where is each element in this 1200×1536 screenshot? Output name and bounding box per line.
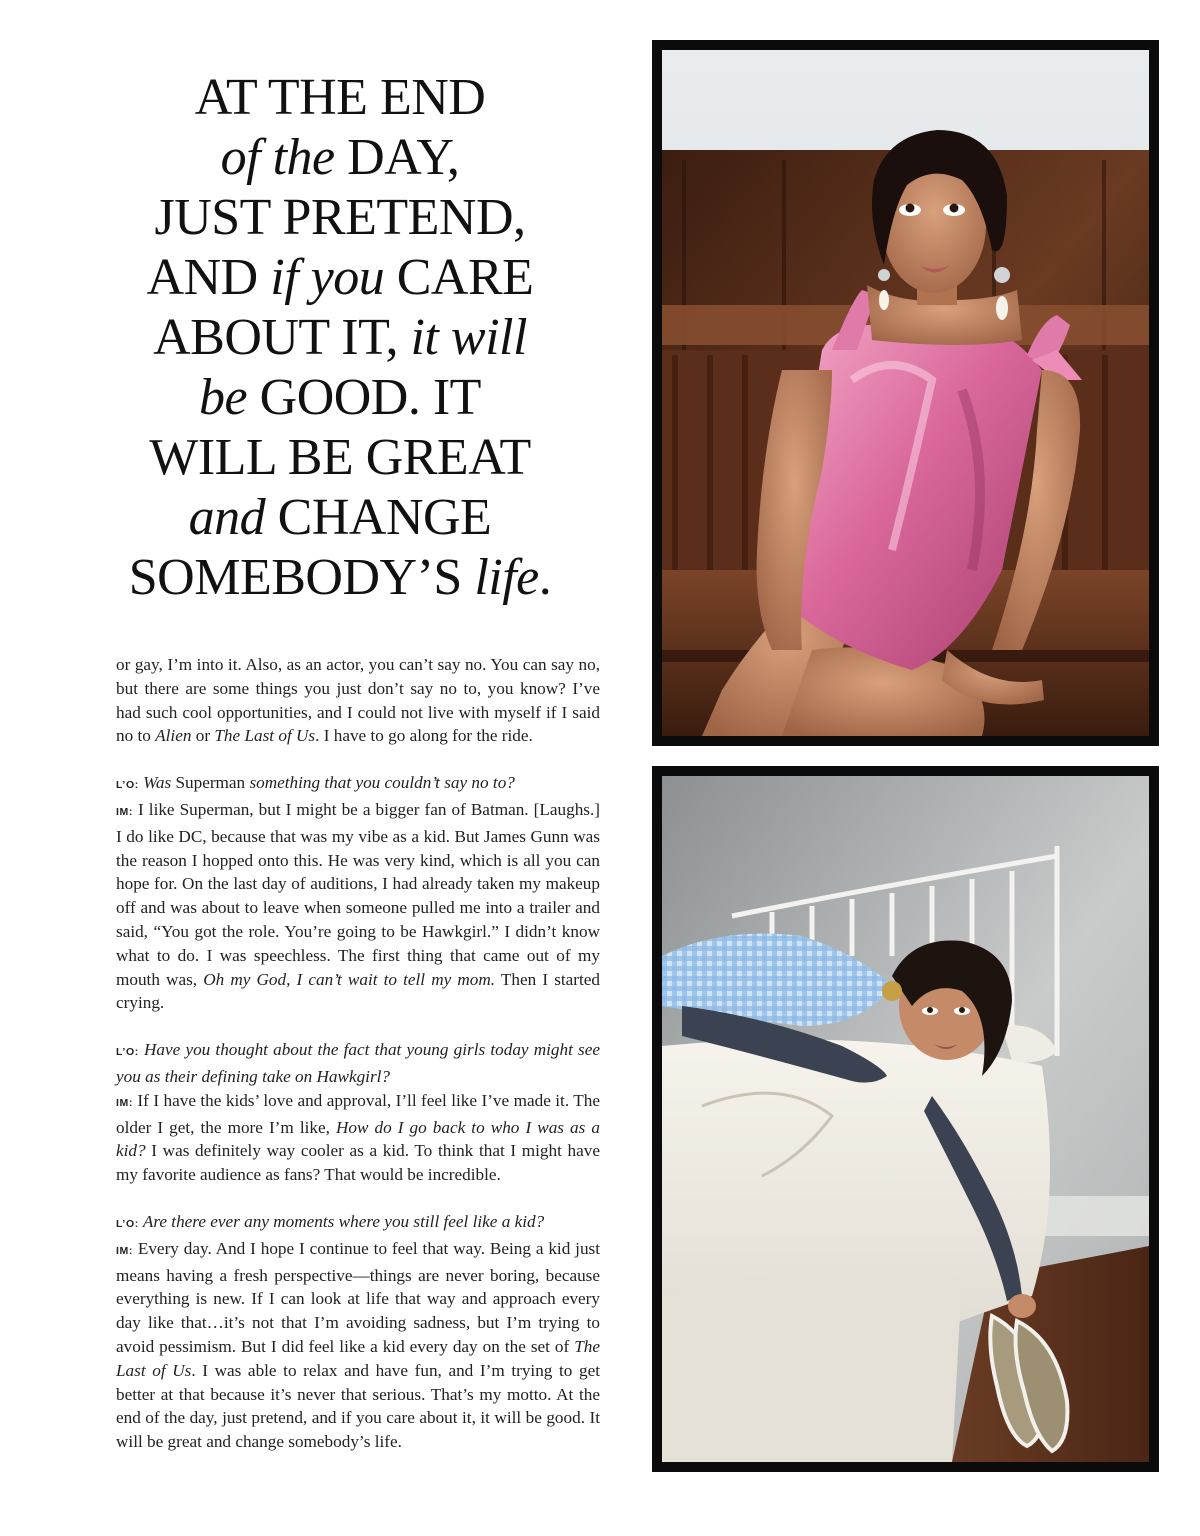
photo-pink-dress-image bbox=[662, 50, 1149, 736]
answer bbox=[116, 798, 600, 1015]
pull-quote-roman: CARE bbox=[384, 249, 534, 306]
pull-quote-roman: ABOUT IT, bbox=[153, 309, 411, 366]
text-run: If I have the kids’ love and approval, I’ll feel like I’ve made it. The older I get, the more I’m like, bbox=[116, 1090, 600, 1137]
photo-on-bed bbox=[652, 766, 1159, 1472]
text-run: Have you thought about the fact that young girls today might see you as their defining take on Hawkgirl? bbox=[116, 1040, 600, 1086]
pull-quote-line bbox=[100, 428, 580, 488]
question bbox=[116, 1210, 600, 1237]
answer bbox=[116, 1237, 600, 1454]
pull-quote-line bbox=[100, 188, 580, 248]
italic-text: The Last of Us bbox=[214, 726, 316, 746]
answer-text bbox=[116, 1239, 600, 1451]
italic-text: Oh my God, I can’t wait to tell my mom. bbox=[203, 969, 496, 989]
text-run: . I was able to relax and have fun, and I’m trying to get better at that because it’s never that serious. That’s my motto. At the end of the day, just pretend, and if you care about it, it will be good. It will be great and change somebody’s life. bbox=[116, 1360, 600, 1452]
question-tag: L’O: bbox=[116, 779, 139, 792]
pull-quote-line bbox=[100, 248, 580, 308]
pull-quote-line bbox=[100, 68, 580, 128]
answer-text bbox=[116, 800, 600, 1012]
pull-quote-italic: and bbox=[188, 489, 266, 546]
pull-quote-roman: CHANGE bbox=[265, 489, 492, 546]
pull-quote-italic: life bbox=[474, 549, 539, 606]
question-text bbox=[139, 1212, 544, 1231]
text-run: I like Superman, but I might be a bigger fan of Batman. [Laughs.] I do like DC, because that was my vibe as a kid. But James Gunn was the reason I hopped onto this. He was very kind, which is all you can hope for. On the last day of auditions, I had already taken my makeup off and was about to leave when someone pulled me into a trailer and said, “You got the role. You’re going to be Hawkgirl.” I didn’t know what to do. I was speechless. The first thing that came out of my mouth was, bbox=[116, 799, 600, 989]
answer-text bbox=[116, 1091, 600, 1184]
answer-tag: IM: bbox=[116, 805, 133, 818]
pull-quote-roman: . bbox=[538, 549, 552, 606]
text-run: I was definitely way cooler as a kid. To think that I might have my favorite audience as fans? That would be incredible. bbox=[116, 1141, 600, 1185]
pull-quote-line bbox=[100, 548, 580, 608]
pull-quote-italic: it will bbox=[410, 309, 527, 366]
pull-quote-italic: of the bbox=[220, 129, 335, 186]
pull-quote-italic: if you bbox=[270, 249, 385, 306]
qa-block bbox=[116, 1210, 600, 1454]
text-run: Every day. And I hope I continue to feel that way. Being a kid just means having a fresh perspective—things are never boring, because everything is new. If I can look at life that way and approach every day like that…it’s not that I’m avoiding sadness, but I’m trying to avoid pessimism. But I did feel like a kid every day on the set of bbox=[116, 1238, 600, 1356]
text-run: something that you couldn’t say no to? bbox=[245, 773, 515, 793]
question bbox=[116, 1038, 600, 1089]
pull-quote-roman: GOOD. IT bbox=[247, 369, 481, 426]
pull-quote-roman: AND bbox=[146, 249, 271, 306]
italic-text: The Last of Us bbox=[116, 1336, 600, 1380]
answer bbox=[116, 1089, 600, 1187]
pull-quote bbox=[100, 68, 580, 608]
question-text bbox=[139, 773, 515, 792]
answer-tag: IM: bbox=[116, 1096, 133, 1109]
text-run: . I have to go along for the ride. bbox=[315, 726, 533, 746]
answer-tag: IM: bbox=[116, 1244, 133, 1257]
text-run: Then I started crying. bbox=[116, 969, 601, 1013]
photo-on-bed-image bbox=[662, 776, 1149, 1462]
intro-paragraph bbox=[116, 653, 600, 748]
question-tag: L’O: bbox=[116, 1217, 139, 1230]
pull-quote-line bbox=[100, 488, 580, 548]
pull-quote-line bbox=[100, 308, 580, 368]
question bbox=[116, 771, 600, 798]
pull-quote-line bbox=[100, 368, 580, 428]
text-run: Are there ever any moments where you still feel like a kid? bbox=[138, 1211, 545, 1231]
text-run: or bbox=[191, 726, 215, 746]
article-body bbox=[116, 653, 600, 1454]
pull-quote-roman: JUST PRETEND, bbox=[154, 189, 526, 246]
pull-quote-roman: SOMEBODY’S bbox=[128, 549, 475, 606]
question-text bbox=[116, 1040, 600, 1086]
qa-block bbox=[116, 771, 600, 1015]
pull-quote-roman: DAY, bbox=[334, 129, 460, 186]
photo-pink-dress bbox=[652, 40, 1159, 746]
pull-quote-italic: be bbox=[199, 369, 248, 426]
text-run: Was bbox=[138, 773, 176, 793]
italic-text: How do I go back to who I was as a kid? bbox=[116, 1117, 600, 1161]
roman-text: Superman bbox=[175, 773, 246, 793]
italic-text: Alien bbox=[155, 726, 192, 746]
pull-quote-line bbox=[100, 128, 580, 188]
pull-quote-roman: AT THE END bbox=[194, 69, 486, 126]
text-run: or gay, I’m into it. Also, as an actor, you can’t say no. You can say no, but there are some things you just don’t say no to, you know? I’ve had such cool opportunities, and I could not live with myself if I said no to bbox=[116, 655, 600, 746]
qa-block bbox=[116, 1038, 600, 1187]
pull-quote-roman: WILL BE GREAT bbox=[149, 429, 531, 486]
question-tag: L’O: bbox=[116, 1046, 139, 1059]
